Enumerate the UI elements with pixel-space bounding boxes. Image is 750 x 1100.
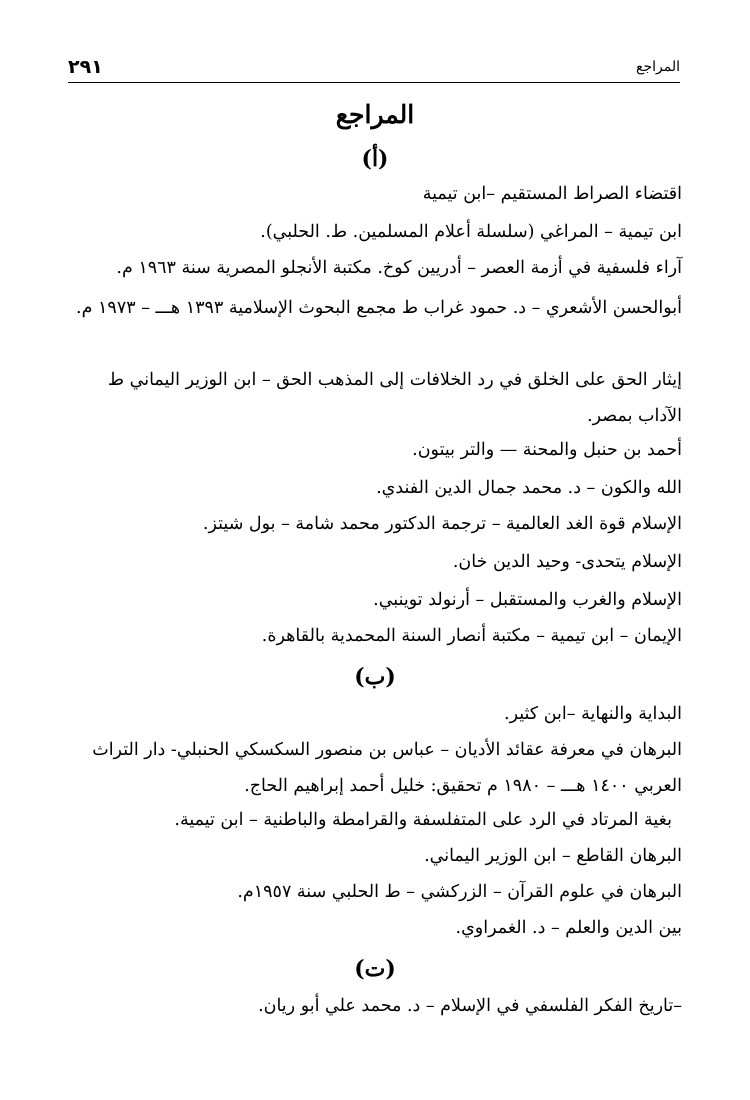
reference-entry: الإسلام يتحدى- وحيد الدين خان. bbox=[452, 552, 682, 572]
page-number: ٢٩١ bbox=[68, 56, 103, 78]
reference-entry: البرهان في علوم القرآن – الزركشي – ط الحلبي سنة ١٩٥٧م. bbox=[237, 882, 682, 902]
reference-entry: أبوالحسن الأشعري – د. حمود غراب ط مجمع البحوث الإسلامية ١٣٩٣ هـــ – ١٩٧٣ م. bbox=[76, 298, 682, 318]
reference-entry: بين الدين والعلم – د. الغمراوي. bbox=[455, 918, 682, 938]
reference-entry: آراء فلسفية في أزمة العصر – أدريين كوخ. مكتبة الأنجلو المصرية سنة ١٩٦٣ م. bbox=[116, 258, 682, 278]
reference-entry: البداية والنهاية –ابن كثير. bbox=[504, 704, 682, 724]
section-heading-alif: (أ) bbox=[361, 146, 389, 172]
reference-entry: الإيمان – ابن تيمية – مكتبة أنصار السنة المحمدية بالقاهرة. bbox=[261, 626, 682, 646]
reference-entry: اقتضاء الصراط المستقيم –ابن تيمية bbox=[422, 184, 682, 204]
reference-entry: أحمد بن حنبل والمحنة — والتر بيتون. bbox=[412, 440, 682, 460]
page-title: المراجع bbox=[335, 100, 415, 129]
reference-entry: إيثار الحق على الخلق في رد الخلافات إلى المذهب الحق – ابن الوزير اليماني ط الآداب بمصر. bbox=[107, 370, 682, 426]
reference-entry: الإسلام والغرب والمستقبل – أرنولد توينبي. bbox=[373, 590, 682, 610]
reference-entry: الله والكون – د. محمد جمال الدين الفندي. bbox=[376, 478, 682, 498]
page-header bbox=[68, 52, 680, 83]
reference-entry: بغية المرتاد في الرد على المتفلسفة والقرامطة والباطنية – ابن تيمية. bbox=[174, 810, 672, 830]
reference-entry: –تاريخ الفكر الفلسفي في الإسلام – د. محمد علي أبو ريان. bbox=[258, 996, 682, 1016]
reference-entry: الإسلام قوة الغد العالمية – ترجمة الدكتور محمد شامة – بول شيتز. bbox=[202, 514, 682, 534]
reference-entry: البرهان القاطع – ابن الوزير اليماني. bbox=[424, 846, 682, 866]
section-heading-ta: (ت) bbox=[354, 956, 396, 982]
section-heading-ba: (ب) bbox=[354, 664, 396, 690]
reference-entry: ابن تيمية – المراغي (سلسلة أعلام المسلمين. ط. الحلبي). bbox=[260, 222, 682, 242]
reference-entry: البرهان في معرفة عقائد الأديان – عباس بن منصور السكسكي الحنبلي- دار التراث العربي ١٤٠٠ هـــ – ١٩٨٠ م تحقيق: خليل أحمد إبراهيم الحاج. bbox=[92, 740, 682, 796]
running-head: المراجع bbox=[636, 59, 680, 75]
